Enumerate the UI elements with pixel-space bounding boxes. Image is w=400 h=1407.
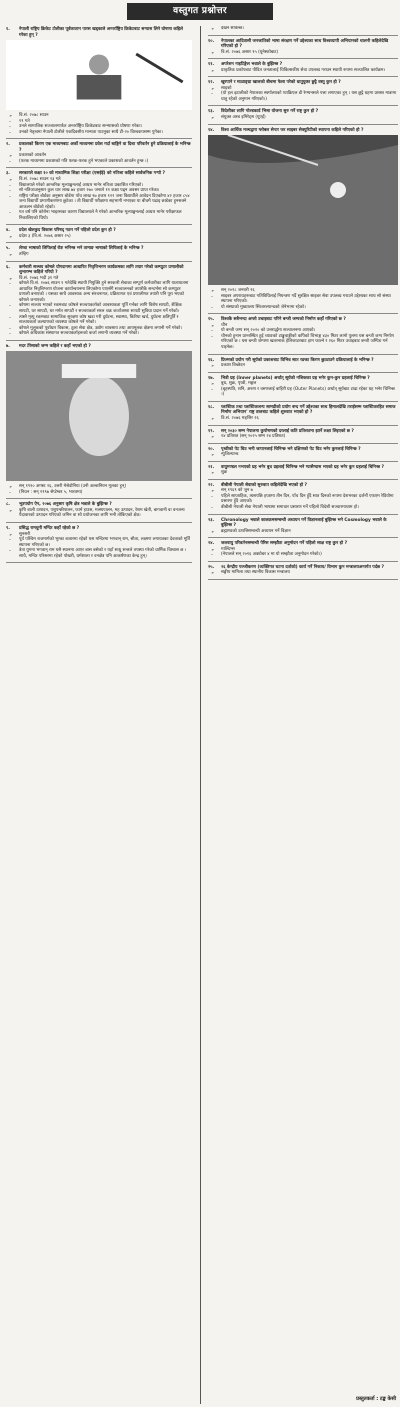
separator [208,124,398,125]
answer: ➢ सन् १९६९ को जुन ७ [208,488,398,494]
separator [6,167,192,168]
question-text: प्रसिद्ध रामधुनी मन्दिर कहाँ रहेको छ ? [19,525,80,531]
question-text: बीबीसी नेपाली सेवाको सुरुवात कहिलेदेखि भएको हो ? [221,482,308,488]
question-number: ७. [6,343,10,349]
question-number: ८. [6,502,10,508]
answer: – उनको नेतृत्वमा नेपाली टोलीले एकदिवसीय मान्यता पाउनुका साथै टी-२० विश्वकपसम्म पुगेका। [6,130,192,136]
separator [208,354,398,355]
separator [208,425,398,426]
question-text: विश्वकै सबैभन्दा अग्लो उचाइबाट गरिने बन्जी जम्पको निर्माण कहाँ गरिएको छ ? [221,317,346,323]
answer: – गत वर्ष पनि कोरोना भाइरसका कारण विद्यालयले नै गरेको आन्तरिक मूल्याङ्कनलाई आधार मानेर परीक्षाफल निकालिएको थियो। [6,210,192,221]
answer: – कोषले मुलुकको पूर्वाधार विकास, ठूला सेवा क्षेत्र, उद्योग व्यवसाय तथा आयमूलक क्षेत्रमा लगानी गर्ने गरेको। [6,326,192,332]
question-number: २. [6,142,10,148]
question-number: ४. [6,228,10,234]
answer: – पूर्व पश्चिम राजमार्गको भुम्का बजारमा रहेको यस मन्दिरमा भगवान् राम, सीता, लक्ष्मण लगायतका देवताको मूर्ति स्थापना गरिएको छ। [6,537,192,548]
separator [208,514,398,515]
answer: ➢ प्राकृतिक प्रकोपबाट पीडित जनतालाई चिकित्सकीय सेवा उपलब्ध गराउन स्थायी रूपमा सञ्चालित कार्यक्रम। [208,68,398,74]
separator [208,372,398,373]
left-column [6,26,192,1404]
question-number: २१. [208,464,215,470]
separator [6,242,192,243]
question-number: २५. [208,564,215,570]
question-number: १८. [208,404,215,410]
question-text: जलवायु परिवर्तनसम्बन्धी पेरिस सम्झौता अनुमोदन गर्ने पहिलो साक्ष राष्ट्र कुन हो ? [221,541,348,547]
question-number: ११. [208,62,215,68]
question-2 [6,142,192,153]
cricket-player-photo [6,40,192,110]
separator [208,537,398,538]
question-2 [208,39,398,50]
answer: – यो संस्थाको मुख्यालय स्विजरल्यान्डको जेनेभामा रहेको। [208,305,398,311]
question-number: १५. [208,317,215,323]
answer: – पहिले साप्ताहिक, त्यसपछि हप्तामा तीन दिन, पाँच दिन हुँदै सात दिनको रूपमा देशभरका दर्जनौं एफएम रेडियोमा प्रसारण हुँदै आएको। [208,494,398,505]
answer: – बीबीसी नेपाली सेवा नेपाली भाषामा समाचार प्रसारण गर्ने पहिलो विदेशी सञ्चारमाध्यम हो। [208,505,398,511]
answer: – यो बन्जी जम्प सन् २०२० को उत्तरार्द्धमा सञ्चालनमा आएको। [208,328,398,334]
answer: ➢ प्रकाश विच्छेदन [208,363,398,369]
question-text: मदर टेरेसाको जन्म कहिले र कहाँ भएको हो ? [19,343,91,349]
question-text: २६ केन्द्रीय पञ्जीकरण (व्यक्तिगत घटना दर्ताको) कार्य गर्ने निकाय/ विभाग कुन मन्त्रालयअन्तर्गत पर्दछ ? [221,564,384,570]
column-divider [200,26,201,1404]
answer: – (बृहस्पति, शनि, अरुण र वरुणलाई बाहिरी ग्रह (Outer Planets) अर्थात् सूर्यबाट टाढा रहेका ग्रह भनेर चिनिन्छ ।) [208,387,398,398]
answer: ➢ वि.सं. २०७६ मङ्सिर २६ [208,416,398,422]
answer: – (नेपालले सन् २०१६ अक्टोबर ४ मा यो सम्झौता अनुमोदन गरेको।) [208,552,398,558]
answer: ➢ माल्दिभ्स [208,547,398,553]
answer: – कोषले अधिकांश संस्थागत सञ्चयकर्ताहरूको कर्जा लगानी व्यवस्था गर्ने गरेको। [6,331,192,337]
question-number: १. [6,27,10,32]
answer: ➢ तम्हिग [6,252,192,258]
separator [6,138,192,139]
answer: ➢ सन् २०१८ जनवरी २६ [208,288,398,294]
answer: ➢ प्रकाशको आवर्तन [6,153,192,159]
question-15 [208,518,398,529]
answer: ➢ वि.सं. २०७६ असार १५ (यूनेस्कोबाट) [208,50,398,56]
question-6 [208,128,398,134]
answer: ➢ देखन सकिन्छ। [208,26,398,32]
answer: – उनले सामाजिक सञ्जालमार्फत अन्तर्राष्ट्रिय क्रिकेटबाट सन्न्यासको घोषणा गरेका। [6,124,192,130]
credit: प्रस्तुतकर्ता : टङ्क केसी [356,1396,396,1403]
separator [208,76,398,77]
answer: ➢ वि.सं. २०७८ साउन २३ गते [6,177,192,183]
question-number: २३. [208,517,215,523]
question-number: १३. [208,109,215,115]
answer: – कोषमा सञ्चय भएको रकमबाट कोषले सञ्चयकर्ताको आवश्यकता पूर्ति गर्नका लागि विशेष सापटी, शैक्षिक सापटी, घर सापटी, घर मर्मत सापटी र सञ्चयकर्ता सरल चक्र कर्जाजस्ता सापटी सुविधा प्रदान गर्ने गरेको। [6,303,192,314]
answer: ➢ बुध, शुक्र, पृथ्वी, मङ्गल [208,381,398,387]
question-text: विदेशीका लागि गोल्डकार्ड भिसा योजना सुरु गर्ने राष्ट्र कुन हो ? [221,109,319,115]
answer: – (यो हल इटालीको नेपालका स्वर्गालयको प्याक्रिएल डी रेग्म्यनसले पत्ता लगाएका हुन् । यस छुट्टै ग्रहमा प्रशस्त मात्रामा धातु रहेको अनुमान गरिएको।) [208,91,398,102]
answer: ➢ संयुक्त अरब इमिरेट्स (यूएई) [208,115,398,121]
question-text: विश्व आर्थिक मञ्चद्वारा ग्लोबल सेन्टर फर साइबर सेक्युरिटीको स्थापना कहिले गरिएको हो ? [221,127,364,133]
page-title: वस्तुगत प्रश्नोत्तर [127,3,273,20]
answer: – १९ गते [6,119,192,125]
question-7 [6,344,192,350]
question-text: नेपालका आदिवासी जनजातिको भाषा संरक्षण गर्ने उद्देश्यका साथ विश्वव्यापी अभियानको थालनी कहिलेदेखि गरिएको हो ? [221,38,389,50]
question-number: २४. [208,541,215,547]
answer: – विद्यालयले गरेको आन्तरिक मूल्याङ्कनलाई आधार मानेर नतिजा प्रकाशित गरिएको। [6,183,192,189]
question-text: सन् २०३० सम्म नेपालमा कुपोषणको दरलाई कति प्रतिशतमा झार्ने लक्ष्य लिइएको छ ? [221,428,354,434]
separator [208,35,398,36]
question-number: २२. [208,482,215,488]
answer: – त्यस्तै मृत्यु रकमबाट सामाजिक सुरक्षण कोष खडा गरी दुर्घटना, स्वास्थ्य, किरिया खर्च, दुर्घटना क्षतिपूर्ति र सञ्चयकर्ता कल्याणको व्यवस्था कोषले गर्ने गरेको। [6,315,192,326]
question-number: १०. [208,38,215,44]
separator [208,443,398,444]
answer: – त्रेता युगमा भगवान् राम यसै स्थानमा आएर बास बसेको र यहाँ साधु सन्तले तपस्या गरेको धार्मिक विश्वास छ । साथै, मन्दिर परिसरमा रहेको पोखरी, धर्मशाला र वनक्षेत्र पनि आकर्षणका केन्द्र हुन्। [6,548,192,559]
answer: – (निधन : सन् १९९७ सेप्टेम्बर ५, भारतमा) [6,490,192,496]
separator [208,313,398,314]
answer: ➢ वि.सं. २०७६ भदौ ३१ गते [6,276,192,282]
separator [6,224,192,225]
question-text: नेपाली राष्ट्रिय क्रिकेट टोलीका पूर्वकप्तान पारस खड्काले अन्तर्राष्ट्रिय क्रिकेटबाट सन्यास लिने घोषणा कहिले गरेका हुन् ? [19,27,183,38]
question-text: Chronology भन्नाले कालक्रमसम्बन्धी अध्ययन गर्ने विज्ञानलाई बुझिन्छ भने Cosmology भन्नाले के बुझिन्छ ? [221,517,387,529]
mother-teresa-photo [6,351,192,481]
question-text: भित्री ग्रह (Inner planets) अर्थात् सूर्यको नजिकका ग्रह भनेर कुन-कुन ग्रहलाई चिनिन्छ ? [221,375,370,381]
answer: – साइबर अपराधहरूबाट गतिविधिलाई नियन्त्रण गर्दै सुरक्षित साइबर सेवा उपलब्ध गराउने उद्देश्यका साथ सो संस्था स्थापना गरिएको। [208,294,398,305]
question-number: १२. [208,80,215,86]
answer: ➢ साइको [208,86,398,92]
question-text: कर्मचारी सञ्चय कोषले योगदानमा आधारित निवृत्तिभरण कार्यक्रमका लागि तयार गरेको कम्प्युटर प्रणालीको शुभारम्भ कहिले गरियो ? [19,264,184,276]
answer: ➢ ब्रह्माण्डको उत्पत्तिसम्बन्धी अध्ययन गर्ने विज्ञान [208,529,398,535]
answer: ➢ न्युजिल्यान्ड [208,452,398,458]
answer: – चीनको हुनान प्रान्तस्थित हुई च्याङको टाङ्कुवाङ्गीको कपिको चिभाङ्ग ४३० मिटर लामो पुलमा यस बन्जी जम्प निर्माण गरिएको छ । यस बन्जी जम्पमा खतरनाक हेलिकप्टरबाट हाम फाल्ने र २६० मिटर उचाइबाट बन्जी जम्पिङ गर्न पाइनेछ। [208,334,398,351]
question-number: ३. [6,171,10,177]
question-number: ५. [6,246,10,252]
answer: ➢ प्रदेश ३ (वि.सं. २०७६ असार २५) [6,234,192,240]
separator [6,261,192,262]
question-text: प्रदेश खेलकुद विकास परिषद् गठन गर्ने पहिलो प्रदेश कुन हो ? [19,228,116,234]
question-number: १६. [208,357,215,363]
bungee-jump-photo [208,135,398,285]
question-text: प्रकाशको किरण एक माध्यमबाट अर्को माध्यममा प्रवेश गर्दा बाङ्गिने वा दिशा परिवर्तन हुने प्रक्रियालाई के भनिन्छ ? [19,142,191,153]
answer: ➢ १४ प्रतिशत (सन् २०२५ सम्म २४ प्रतिशत) [208,434,398,440]
question-text: अपरेशन नाइटिङ्गेल भन्नाले के बुझिन्छ ? [221,62,283,68]
answer: – राष्ट्रिय परीक्षा बोर्डका अनुसार बोर्डमा पाँच लाख १७ हजार १२२ जना विद्यार्थीले आवेदन दिएकोमा ४२ हजार ८५४ जना विद्यार्थी प्रमाणीकरणमा छुटेका । ती विद्यार्थी परीक्षामा सहभागी नभएका या बीचमै पढाइ छाडेका हुनसक्ने आकलन बोर्डको रहेको। [6,194,192,211]
separator [208,561,398,562]
question-text: पृथ्वीको पेट घिउ भनी जापानलाई चिनिन्छ भने दक्षिणको पेट घिउ भनेर कुनलाई चिनिन्छ ? [221,446,361,452]
answer: – सो नतिजाअनुसार कुल चार लाख ७४ हजार २७० जनाले ११ कक्षा पढ्न अवसर प्राप्त गरेका। [6,188,192,194]
question-number: १४. [208,127,215,133]
question-6 [6,265,192,276]
answer: ➢ कृषि बाली उत्पादन, पशुपन्छीपालन, फार्म हाउस, मत्स्यपालन, मह उत्पादन, रेशम खेती, बागवानी वा वनजन्य पैदावारको उत्पादन गरिएको जमिन वा सो प्रयोजनका लागि भनी तोकिएको क्षेत्र। [6,508,192,519]
question-text: सरकारले कक्षा १० को माध्यमिक शिक्षा परीक्षा (एसईई) को नतिजा कहिले सार्वजनिक गऱ्यो ? [19,171,166,177]
separator [208,105,398,106]
right-column [208,26,398,1404]
answer: – (फरक माध्यममा प्रकाशको गति फरक-फरक हुने भएकाले प्रकाशको आवर्तन हुन्छ ।) [6,159,192,165]
answer: ➢ सङ्घीय मामिला तथा स्थानीय विकास मन्त्रालय [208,570,398,576]
answer: ➢ वि.सं. २०७८ साउन [6,113,192,119]
answer: ➢ चीन [208,323,398,329]
separator [208,401,398,402]
question-number: ६. [6,264,10,270]
question-text: प्रिज्मको प्रयोग गरी सूर्यको प्रकाशबाट विभिन्न सात रङका किरण छुट्याउने प्रक्रियालाई के भनिन्छ ? [221,357,374,363]
question-10 [208,405,398,416]
question-number: १७. [208,375,215,381]
separator [6,340,192,341]
question-number: १९. [208,428,215,434]
separator [208,58,398,59]
separator [6,498,192,499]
separator [208,579,398,580]
question-number: ९. [6,525,10,531]
question-text: खुरपाने र मट्याङ्ग्रा खालको बीचमा फेला परेको धातुयुक्त छुट्टै वस्तु कुन हो ? [221,80,341,86]
answer: ➢ शुक्र [208,470,398,476]
separator [6,522,192,523]
separator [208,461,398,462]
question-text: भूउपयोग ऐन, २०७६ अनुसार कृषि क्षेत्र भन्नाले के बुझिन्छ ? [19,502,112,508]
separator [6,562,192,563]
question-text: वायुमण्डल नभएको ग्रह भनेर बुध ग्रहलाई चिनिन्छ भने ग्यासैग्यास भएको ग्रह भनेर कुन ग्रहलाई चिनिन्छ ? [221,464,384,470]
question-text: लेप्चा भाषाको लिपिलाई रोङ भनिन्छ भने तामाङ भाषाको लिपिलाई के भनिन्छ ? [19,246,144,252]
answer: – कोषले वि.सं. २०७६ साउन १ गतेदेखि स्थायी नियुक्ति हुने सरकारी सेवाका सम्पूर्ण कर्मचारीका लागि यातायातमा आधारित निवृत्तिभरण योजना कार्यान्वयनमा लिएकोमा पाएसँगै सञ्चालनको तयारीकै सन्दर्भमा सो कम्प्युटर प्रणाली बनाएको । यसका साथै आवश्यक अन्य संरचनागत, प्रक्रियागत एवं प्रणालीगत तयारी पनि पूरा भएको कोषले जनाएको। [6,281,192,303]
separator [208,479,398,480]
answer: ➢ सुनसरी [6,532,192,538]
question-1 [6,27,192,38]
question-number: २०. [208,446,215,452]
answer: ➢ सन् १९१० अगस्ट २६, उत्तरी मेसेडोनिया (उनी अल्बानियन मूलका हुन्) [6,484,192,490]
question-text: प्लास्टिक तथा प्लास्टिकजन्य सामग्रीको प्रयोग बन्द गर्ने उद्देश्यका साथ हिमालदेखि तराईसम्म प्लास्टिकरहित समाज निर्माण अभियान' राष्ट्र तालबाट कहिले शुरुवात भएको हो ? [221,404,396,416]
